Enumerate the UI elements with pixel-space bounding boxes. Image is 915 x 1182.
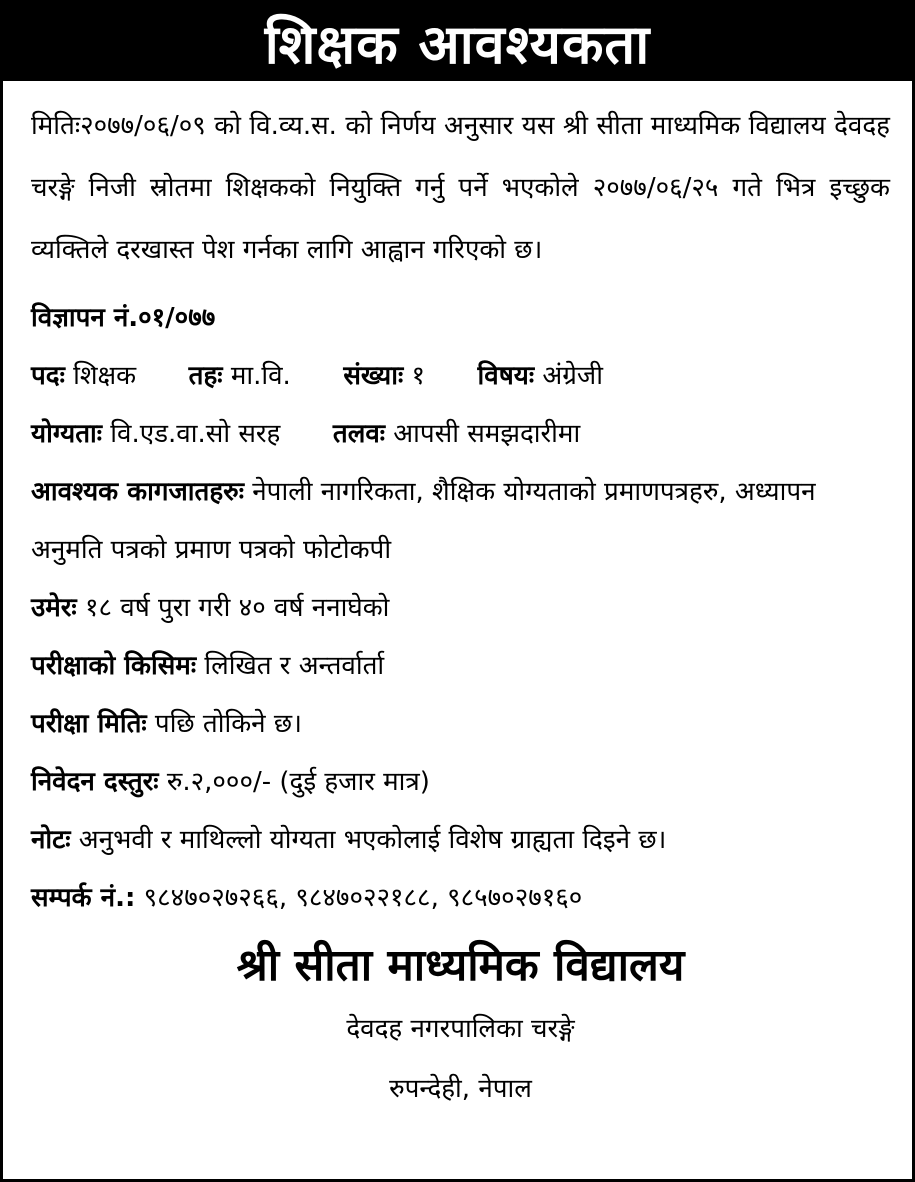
post-row [31,347,890,405]
contact-label: सम्पर्क नं.: [31,883,136,913]
exam-date-row [31,695,890,753]
exam-type-value: लिखित र अन्तर्वार्ता [204,651,385,681]
post-value: शिक्षक [73,361,137,391]
fee-row [31,753,890,811]
qualification-value: वि.एड.वा.सो सरह [110,419,281,449]
documents-label: आवश्यक कागजातहरुः [31,477,244,507]
note-label: नोटः [31,825,71,855]
exam-type-row [31,637,890,695]
title-banner [3,3,912,81]
exam-date-label: परीक्षा मितिः [31,709,147,739]
level-value: मा.वि. [230,361,291,391]
qualification-row [31,405,890,463]
subject-label: विषयः [477,361,535,391]
note-row [31,811,890,869]
contact-row [31,869,890,927]
fee-label: निवेदन दस्तुरः [31,767,159,797]
salary-label: तलवः [332,419,386,449]
level-label: तहः [188,361,223,391]
age-row [31,579,890,637]
salary-value: आपसी समझदारीमा [393,419,581,449]
exam-date-value: पछि तोकिने छ। [154,709,302,739]
contact-value: ९८४७०२७२६६, ९८४७०२२१८८, ९८५७०२७१६० [143,883,583,913]
exam-type-label: परीक्षाको किसिमः [31,651,197,681]
notice-title: शिक्षक आवश्यकता [264,13,651,76]
intro-paragraph: मितिः२०७७/०६/०९ को वि.व्य.स. को निर्णय अनुसार यस श्री सीता माध्यमिक विद्यालय देवदह चरङ्गे निजी स्रोतमा शिक्षकको नियुक्ति गर्नु पर्ने भएकोले २०७७/०६/२५ गते भित्र इच्छुक व्यक्तिले दरखास्त पेश गर्नका लागि आह्वान गरिएको छ। [31,111,890,265]
documents-row [31,463,890,579]
age-label: उमेरः [31,593,77,623]
count-value: १ [411,361,426,391]
documents-value: नेपाली नागरिकता, शैक्षिक योग्यताको प्रमाणपत्रहरु, अध्यापन अनुमति पत्रको प्रमाण पत्रको फोटोकपी [31,477,816,565]
ad-number-row [31,289,890,347]
school-name: श्री सीता माध्यमिक विद्यालय [236,940,685,991]
footer [31,933,890,1119]
qualification-label: योग्यताः [31,419,103,449]
age-value: १८ वर्ष पुरा गरी ४० वर्ष ननाघेको [84,593,390,623]
count-label: संख्याः [343,361,404,391]
post-label: पदः [31,361,65,391]
notice-body [3,81,912,1119]
district: रुपन्देही, नेपाल [389,1074,532,1104]
municipality: देवदह नगरपालिका चरङ्गे [346,1014,575,1044]
ad-number: विज्ञापन नं.०१/०७७ [31,303,216,333]
note-value: अनुभवी र माथिल्लो योग्यता भएकोलाई विशेष ग्राह्यता दिइने छ। [78,825,667,855]
subject-value: अंग्रेजी [542,361,603,391]
fee-value: रु.२,०००/- (दुई हजार मात्र) [166,767,430,797]
